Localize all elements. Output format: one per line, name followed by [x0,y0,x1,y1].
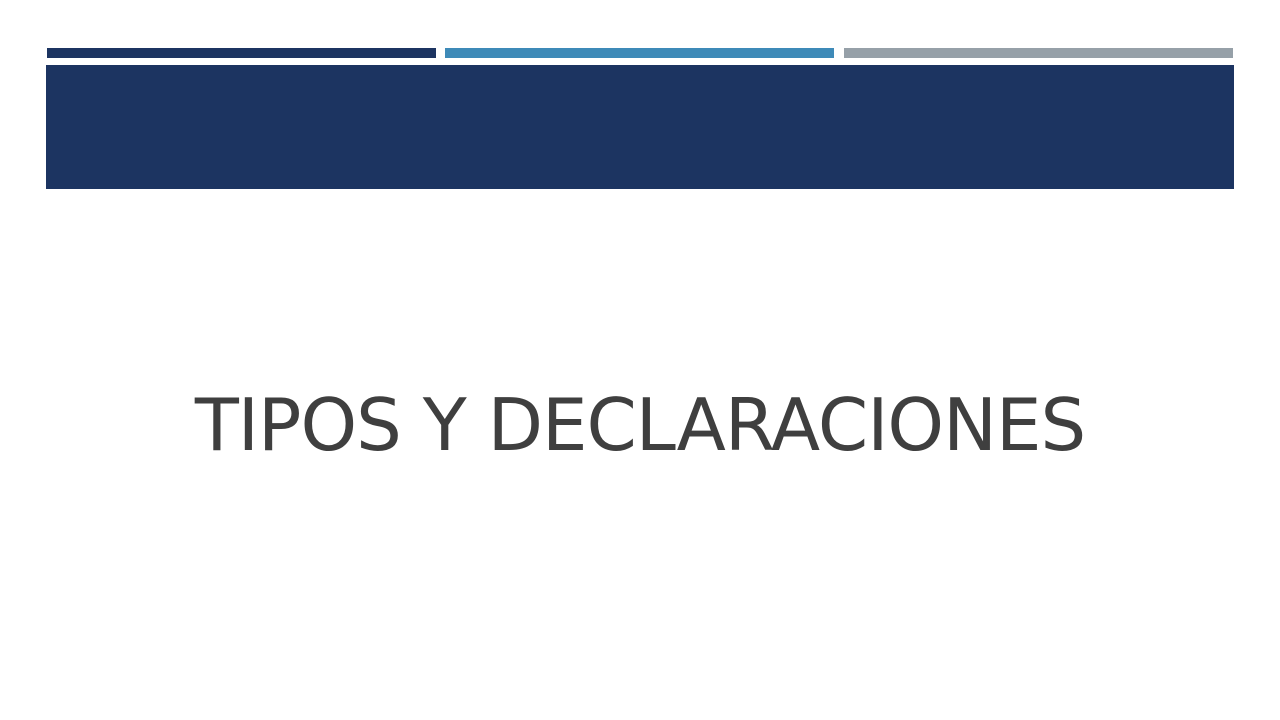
header-band [46,65,1234,189]
accent-bar-navy [47,48,436,58]
accent-bar-gray [844,48,1233,58]
slide-title: TIPOS Y DECLARACIONES [194,383,1086,467]
accent-bar-blue [445,48,834,58]
